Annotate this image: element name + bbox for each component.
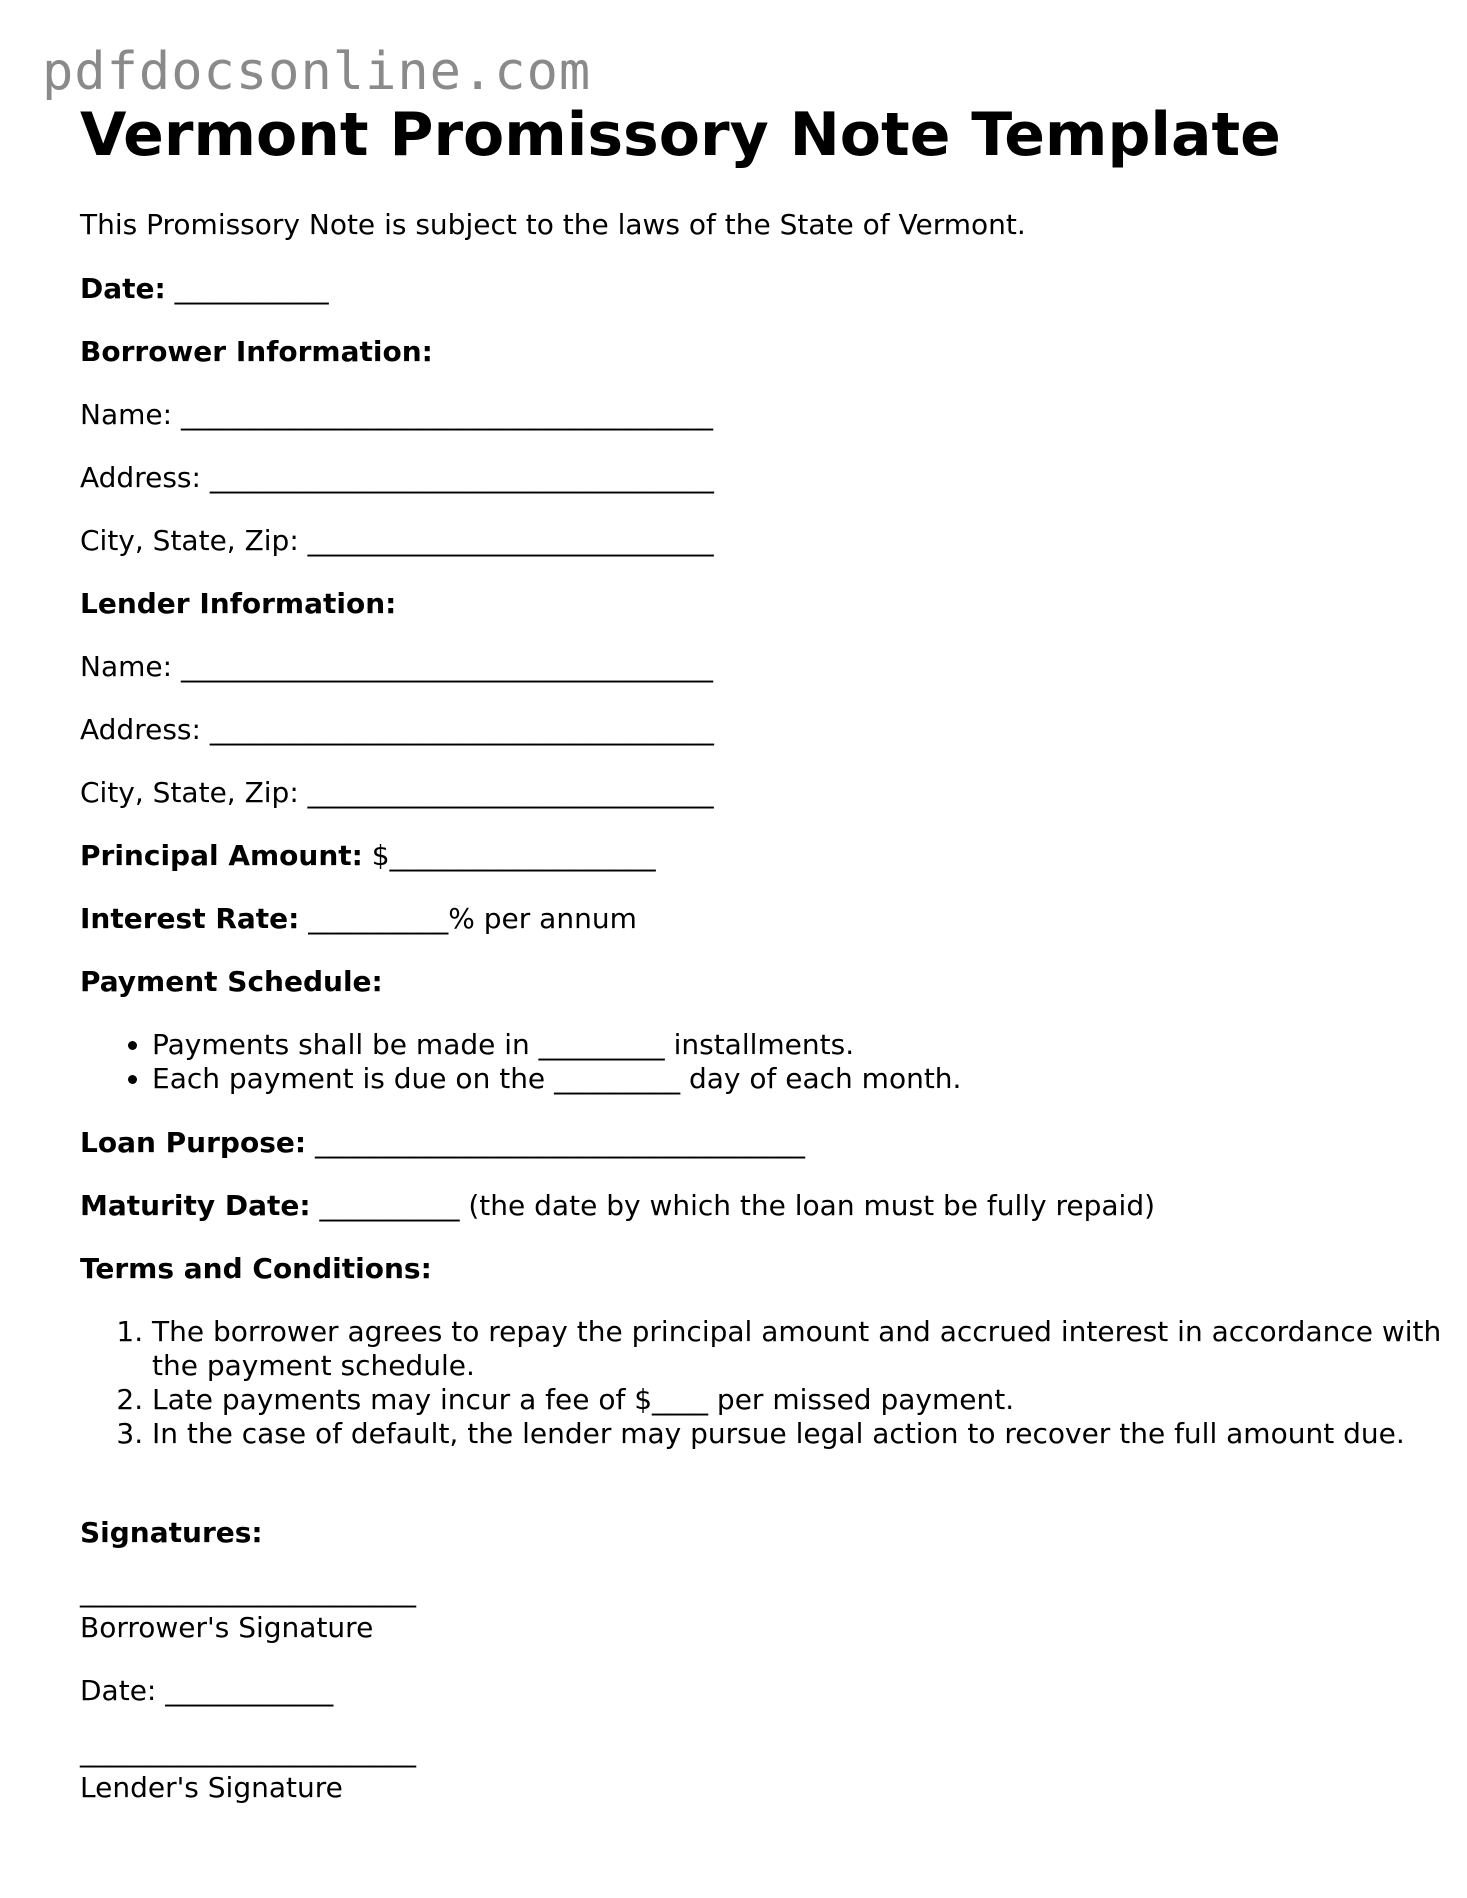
lender-name-field[interactable]: Name: ______________________________________ xyxy=(80,650,713,683)
watermark: pdfdocsonline.com xyxy=(42,42,592,102)
payment-heading: Payment Schedule: xyxy=(80,965,383,998)
lender-city-field[interactable]: City, State, Zip: _____________________________ xyxy=(80,776,714,809)
date-field[interactable] xyxy=(80,272,329,306)
lender-signature-label: Lender's Signature xyxy=(80,1771,343,1804)
lender-heading: Lender Information: xyxy=(80,587,397,620)
signatures-heading: Signatures: xyxy=(80,1516,263,1549)
lender-address-field[interactable]: Address: ____________________________________ xyxy=(80,713,714,746)
purpose-field[interactable] xyxy=(80,1126,805,1160)
maturity-blank[interactable]: __________ (the date by which the loan must be fully repaid) xyxy=(319,1189,1156,1222)
principal-label: Principal Amount: xyxy=(80,839,363,872)
list-item: • Payments shall be made in _________ installments. xyxy=(152,1028,1452,1062)
page-title: Vermont Promissory Note Template xyxy=(80,100,1281,170)
borrower-heading: Borrower Information: xyxy=(80,335,433,368)
terms-heading: Terms and Conditions: xyxy=(80,1252,432,1285)
interest-field[interactable] xyxy=(80,902,637,936)
signature-date-field[interactable]: Date: ____________ xyxy=(80,1674,334,1707)
date-label: Date: xyxy=(80,272,166,305)
list-item: • Each payment is due on the _________ day of each month. xyxy=(152,1062,1452,1096)
intro-text: This Promissory Note is subject to the laws of the State of Vermont. xyxy=(80,208,1026,241)
borrower-signature-label: Borrower's Signature xyxy=(80,1611,374,1644)
lender-signature-line[interactable]: ________________________ xyxy=(80,1735,416,1768)
purpose-label: Loan Purpose: xyxy=(80,1126,307,1159)
principal-field[interactable] xyxy=(80,839,656,873)
borrower-address-field[interactable]: Address: ____________________________________ xyxy=(80,461,714,494)
list-item: 3. In the case of default, the lender may pursue legal action to recover the full amount due. xyxy=(152,1417,1442,1451)
purpose-blank[interactable]: ___________________________________ xyxy=(314,1126,805,1159)
list-item: 2. Late payments may incur a fee of $____ per missed payment. xyxy=(152,1383,1442,1417)
maturity-label: Maturity Date: xyxy=(80,1189,311,1222)
borrower-name-field[interactable]: Name: ______________________________________ xyxy=(80,398,713,431)
payment-list xyxy=(80,1028,1452,1096)
borrower-signature-line[interactable]: ________________________ xyxy=(80,1575,416,1608)
list-item: 1. The borrower agrees to repay the principal amount and accrued interest in accordance with the payment schedule. xyxy=(152,1315,1442,1383)
maturity-field[interactable] xyxy=(80,1189,1155,1223)
borrower-city-field[interactable]: City, State, Zip: _____________________________ xyxy=(80,524,714,557)
principal-blank[interactable]: $___________________ xyxy=(371,839,656,872)
interest-label: Interest Rate: xyxy=(80,902,300,935)
interest-blank[interactable]: __________% per annum xyxy=(308,902,637,935)
terms-list xyxy=(80,1315,1442,1451)
date-blank[interactable]: ___________ xyxy=(174,272,329,305)
